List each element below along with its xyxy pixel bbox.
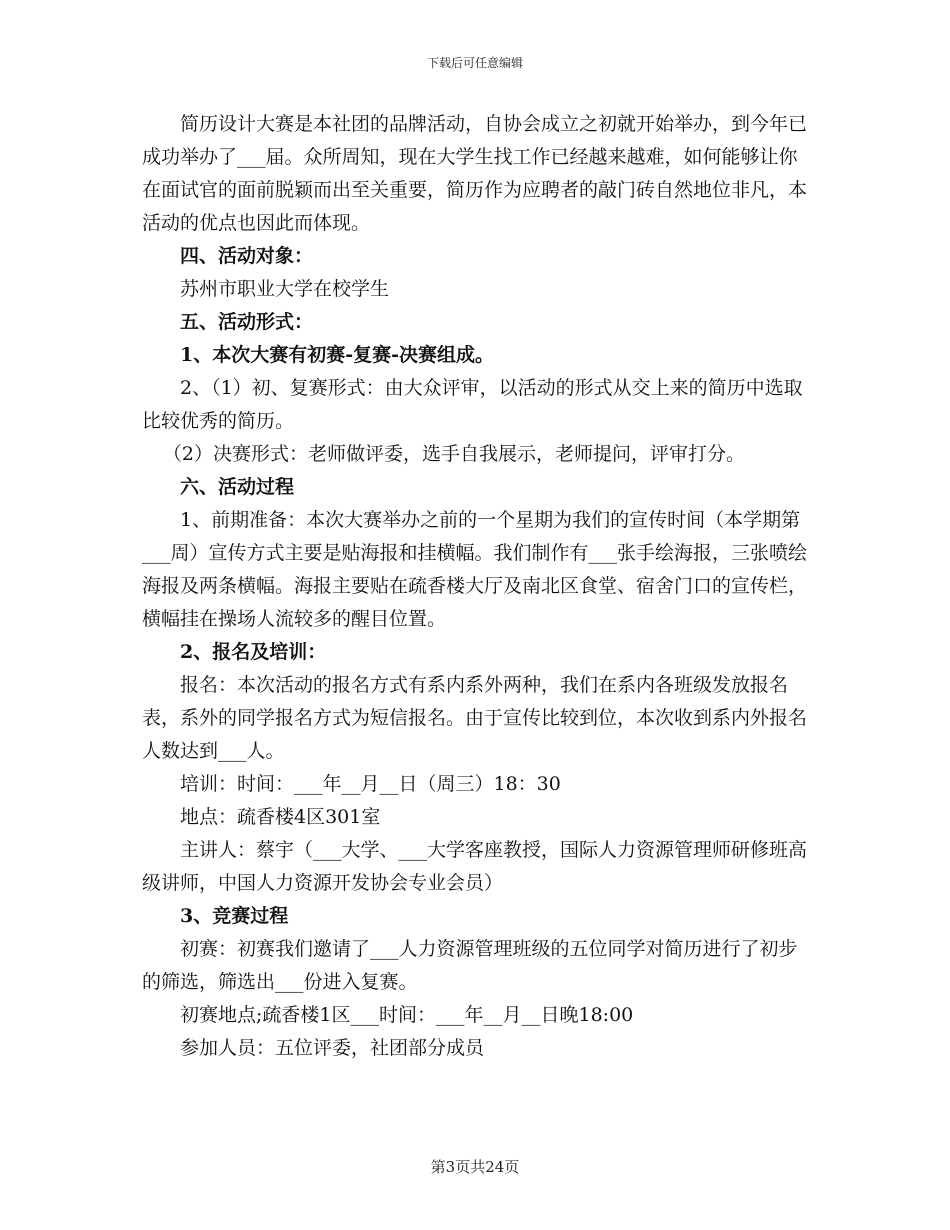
format-item-2: 2、（1）初、复赛形式：由大众评审，以活动的形式从交上来的简历中选取比较优秀的简历。 xyxy=(142,377,803,432)
page-number-footer: 第3页共24页 xyxy=(430,1158,520,1176)
preliminary-description: 初赛：初赛我们邀请了___人力资源管理班级的五位同学对简历进行了初步的筛选，筛选出___份进入复赛。 xyxy=(142,938,798,993)
page-header-note: 下载后可任意编辑 xyxy=(426,56,523,70)
format-item-final: （2）决赛形式：老师做评委，选手自我展示，老师提问，评审打分。 xyxy=(162,443,745,465)
intro-paragraph: 简历设计大赛是本社团的品牌活动，自协会成立之初就开始举办，到今年已成功举办了___届。众所周知，现在大学生找工作已经越来越难，如何能够让你在面试官的面前脱颖而出至关重要，简历作为应聘者的敲门砖自然地位非凡，本活动的优点也因此而体现。 xyxy=(142,113,808,234)
participants: 参加人员：五位评委，社团部分成员 xyxy=(180,1037,485,1059)
section-heading-process: 六、活动过程 xyxy=(180,476,295,498)
competition-heading: 3、竞赛过程 xyxy=(180,905,289,927)
document-body xyxy=(142,108,808,1065)
training-time: 培训：时间：___年__月__日（周三）18：30 xyxy=(180,773,561,795)
section-heading-target: 四、活动对象： xyxy=(180,245,314,267)
training-speaker: 主讲人：蔡宇（___大学、___大学客座教授，国际人力资源管理师研修班高级讲师，中国人力资源开发协会专业会员） xyxy=(142,839,808,894)
target-audience: 苏州市职业大学在校学生 xyxy=(180,278,390,300)
process-preparation: 1、前期准备：本次大赛举办之前的一个星期为我们的宣传时间（本学期第___周）宣传方式主要是贴海报和挂横幅。我们制作有___张手绘海报，三张喷绘海报及两条横幅。海报主要贴在疏香楼大厅及南北区食堂、宿舍门口的宣传栏，横幅挂在操场人流较多的醒目位置。 xyxy=(142,509,808,630)
training-location: 地点：疏香楼4区301室 xyxy=(180,806,381,828)
format-item-1: 1、本次大赛有初赛-复赛-决赛组成。 xyxy=(180,344,494,366)
section-heading-format: 五、活动形式： xyxy=(180,311,314,333)
signup-paragraph: 报名：本次活动的报名方式有系内系外两种，我们在系内各班级发放报名表，系外的同学报名方式为短信报名。由于宣传比较到位，本次收到系内外报名人数达到___人。 xyxy=(142,674,808,762)
preliminary-location-time: 初赛地点;疏香楼1区___时间：___年__月__日晚18:00 xyxy=(180,1004,634,1026)
process-signup-heading: 2、报名及培训： xyxy=(180,641,327,663)
